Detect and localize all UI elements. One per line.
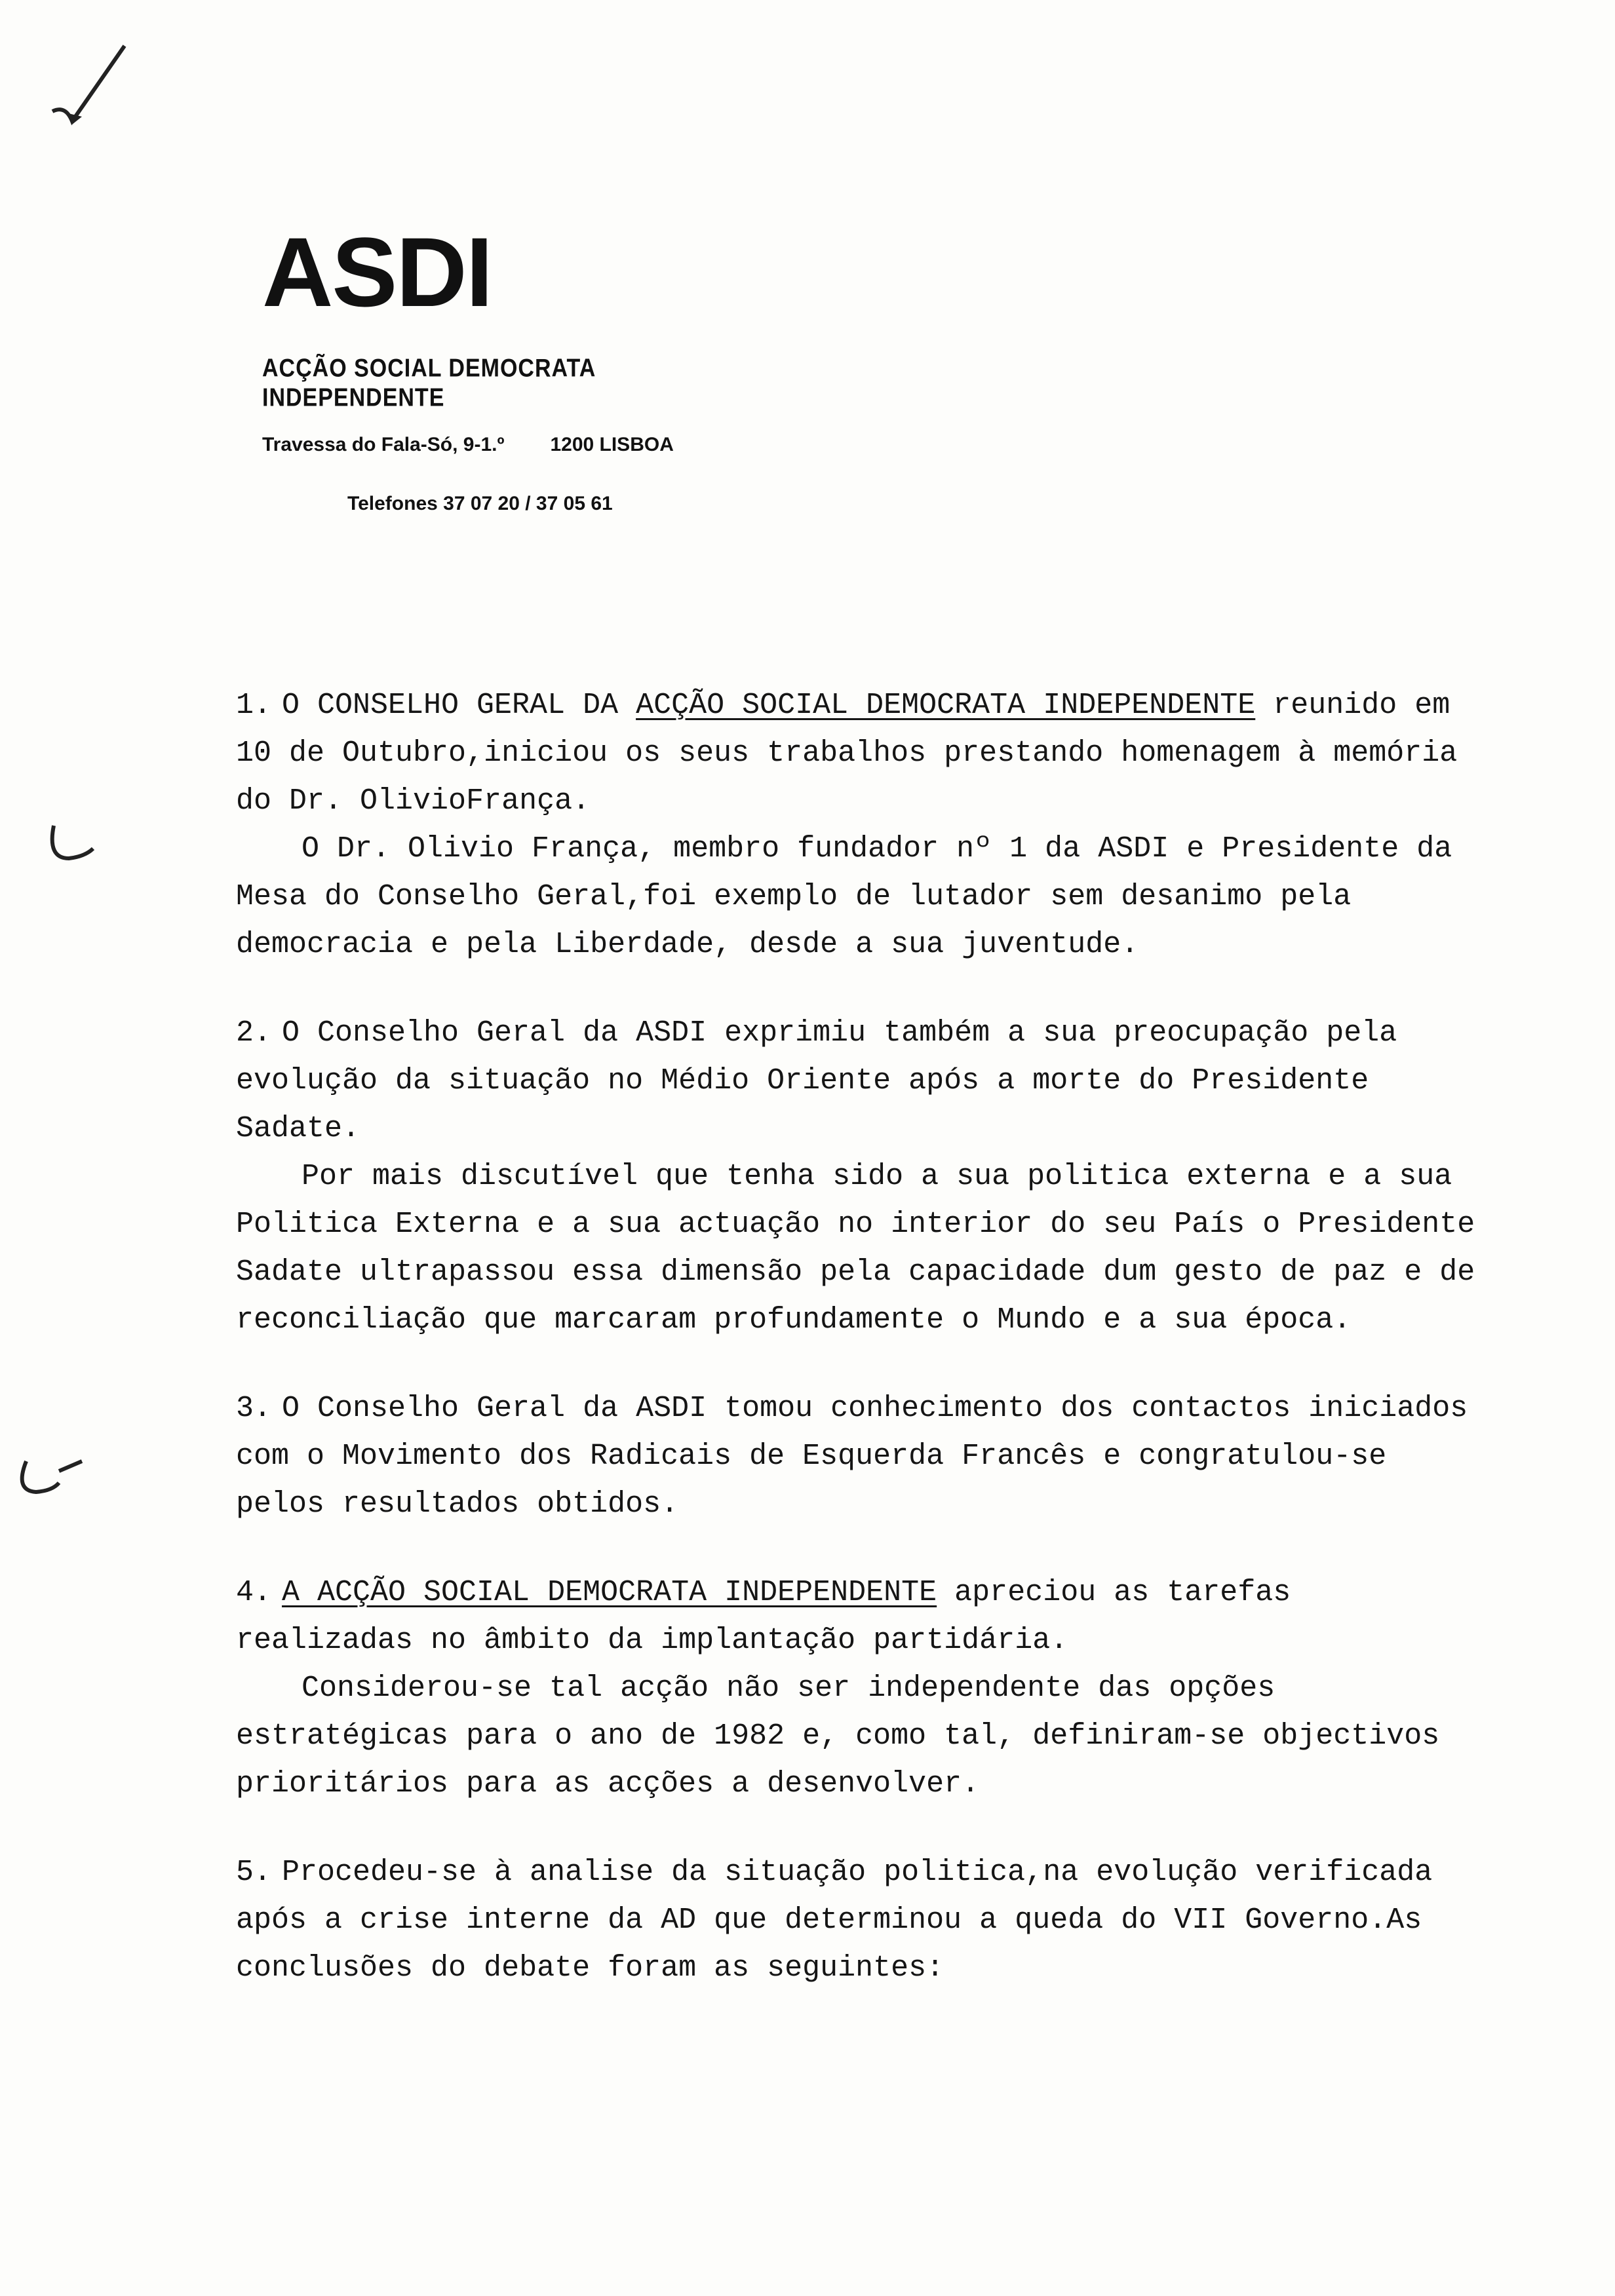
paragraph-text: O CONSELHO GERAL DA (282, 689, 636, 722)
paragraph-text: O Conselho Geral da ASDI tomou conhecimento dos contactos iniciados com o Movimento dos Radicais de Esquerda Francês e congratulou-se pelos resultados obtidos. (236, 1392, 1468, 1521)
paragraph-number: 2. (236, 1016, 272, 1050)
paragraph-text: apreciou as tarefas realizadas no âmbito da implantação partidária. (236, 1576, 1291, 1657)
paragraph-1 (236, 681, 1481, 968)
paragraph-continuation: Considerou-se tal acção não ser independente das opções estratégicas para o ano de 1982 e, como tal, definiram-se objectivos prioritários para as acções a desenvolver. (236, 1672, 1440, 1801)
paragraph-2 (236, 1009, 1481, 1344)
margin-hook-icon (13, 1445, 85, 1504)
paragraph-3 (236, 1385, 1481, 1528)
org-name-underlined: A ACÇÃO SOCIAL DEMOCRATA INDEPENDENTE (282, 1576, 937, 1609)
check-mark-icon (46, 39, 138, 131)
org-logo: ASDI (262, 217, 492, 327)
paragraph-text: Procedeu-se à analise da situação politica,na evolução verificada após a crise interne da AD que determinou a queda do VII Governo.As conclusões do debate foram as seguintes: (236, 1856, 1433, 1985)
org-name: ACÇÃO SOCIAL DEMOCRATA INDEPENDENTE (262, 354, 596, 412)
paragraph-text: reunido em 10 de Outubro,iniciou os seus trabalhos prestando homenagem à memória do Dr. OlivioFrança. (236, 689, 1458, 818)
paragraph-5 (236, 1848, 1481, 1992)
city: 1200 LISBOA (550, 434, 674, 455)
org-name-underlined: ACÇÃO SOCIAL DEMOCRATA INDEPENDENTE (636, 689, 1256, 722)
paragraph-number: 1. (236, 689, 272, 722)
paragraph-number: 5. (236, 1856, 272, 1889)
margin-hook-icon (46, 822, 98, 868)
paragraph-continuation: Por mais discutível que tenha sido a sua politica externa e a sua Politica Externa e a sua actuação no interior do seu País o Presidente Sadate ultrapassou essa dimensão pela capacidade dum gesto de paz e de reconciliação que marcaram profundamente o Mundo e a sua época. (236, 1160, 1475, 1337)
letterhead (262, 217, 760, 515)
document-body (236, 681, 1481, 2033)
org-phones: Telefones 37 07 20 / 37 05 61 (347, 493, 613, 514)
paragraph-continuation: O Dr. Olivio França, membro fundador nº 1 da ASDI e Presidente da Mesa do Conselho Geral,foi exemplo de lutador sem desanimo pela democracia e pela Liberdade, desde a sua juventude. (236, 832, 1452, 961)
org-address (262, 434, 760, 456)
paragraph-number: 4. (236, 1576, 272, 1609)
paragraph-number: 3. (236, 1392, 272, 1425)
paragraph-text: O Conselho Geral da ASDI exprimiu também a sua preocupação pela evolução da situação no Médio Oriente após a morte do Presidente Sadate. (236, 1016, 1397, 1145)
street-address: Travessa do Fala-Só, 9-1.º (262, 434, 505, 455)
paragraph-4 (236, 1569, 1481, 1808)
